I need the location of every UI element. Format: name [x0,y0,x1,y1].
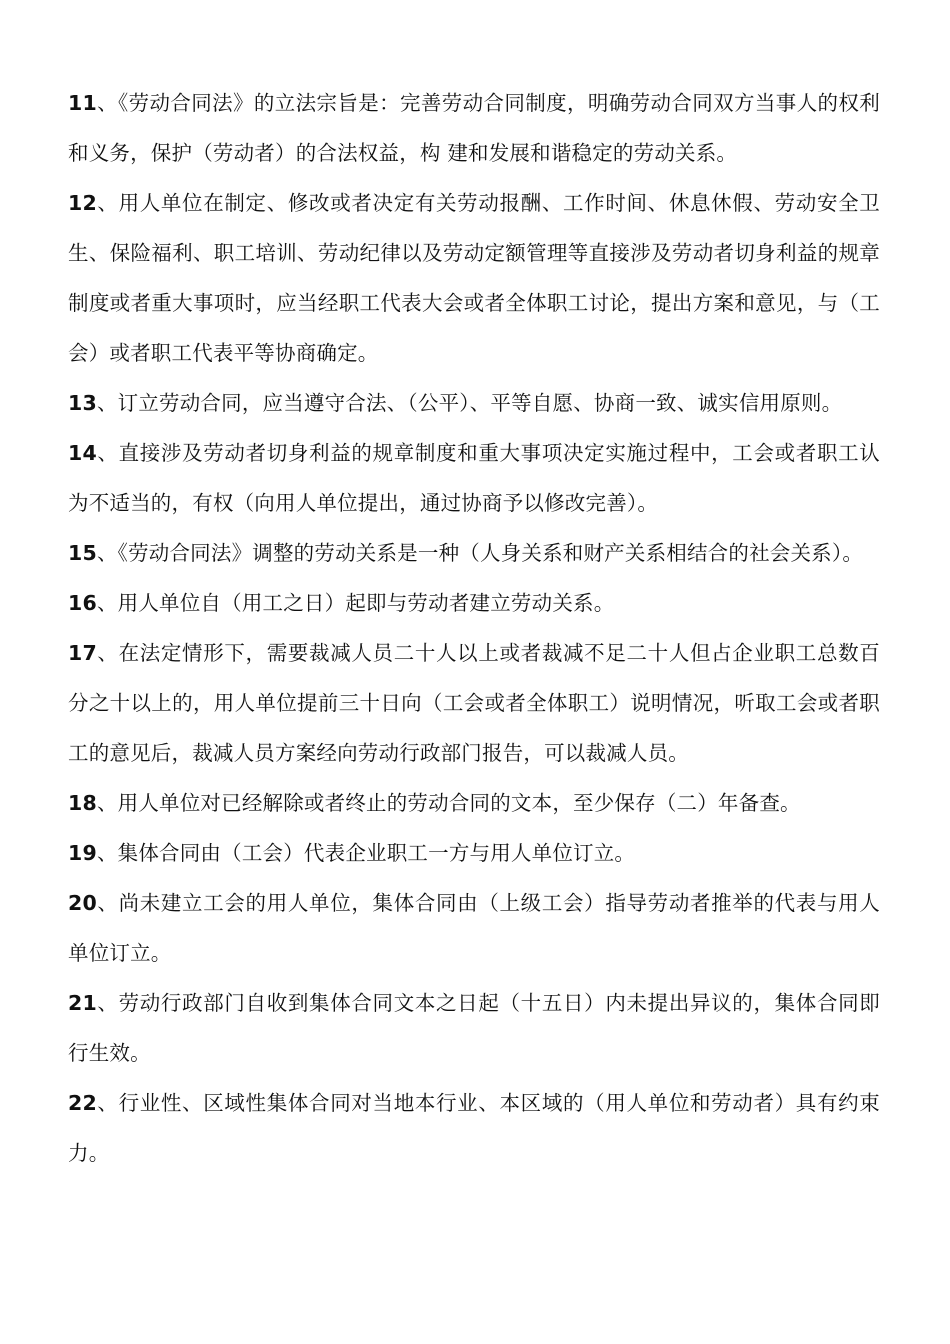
list-item [68,978,880,1078]
item-text: 、用人单位对已经解除或者终止的劳动合同的文本，至少保存（二）年备查。 [96,791,801,815]
item-text: 、《劳动合同法》调整的劳动关系是一种（人身关系和财产关系相结合的社会关系）。 [96,541,864,565]
item-number: 12 [68,191,97,215]
item-text: 、在法定情形下，需要裁减人员二十人以上或者裁减不足二十人但占企业职工总数百分之十以上的，用人单位提前三十日向（工会或者全体职工）说明情况，听取工会或者职工的意见后，裁减人员方案经向劳动行政部门报告，可以裁减人员。 [68,641,880,765]
item-text: 、用人单位自（用工之日）起即与劳动者建立劳动关系。 [96,591,615,615]
item-text: 、直接涉及劳动者切身利益的规章制度和重大事项决定实施过程中，工会或者职工认为不适当的，有权（向用人单位提出，通过协商予以修改完善）。 [68,441,880,515]
item-number: 18 [68,791,97,815]
item-number: 13 [68,391,97,415]
item-number: 11 [68,91,97,115]
item-number: 22 [68,1091,97,1115]
item-text: 、行业性、区域性集体合同对当地本行业、本区域的（用人单位和劳动者）具有约束力。 [68,1091,880,1165]
item-text: 、订立劳动合同，应当遵守合法、（公平）、平等自愿、协商一致、诚实信用原则。 [96,391,843,415]
item-number: 20 [68,891,97,915]
list-item [68,178,880,378]
item-text: 、劳动行政部门自收到集体合同文本之日起（十五日）内未提出异议的，集体合同即行生效。 [68,991,880,1065]
item-number: 19 [68,841,97,865]
item-number: 14 [68,441,97,465]
list-item [68,428,880,528]
item-text: 、用人单位在制定、修改或者决定有关劳动报酬、工作时间、休息休假、劳动安全卫生、保险福利、职工培训、劳动纪律以及劳动定额管理等直接涉及劳动者切身利益的规章制度或者重大事项时，应当经职工代表大会或者全体职工讨论，提出方案和意见，与（工会）或者职工代表平等协商确定。 [68,191,880,365]
list-item [68,378,880,428]
item-number: 15 [68,541,97,565]
item-number: 21 [68,991,97,1015]
list-item [68,528,880,578]
document-body [68,78,880,1178]
item-number: 16 [68,591,97,615]
list-item [68,778,880,828]
list-item [68,828,880,878]
item-text: 、尚未建立工会的用人单位，集体合同由（上级工会）指导劳动者推举的代表与用人单位订立。 [68,891,880,965]
item-number: 17 [68,641,97,665]
item-text: 、《劳动合同法》的立法宗旨是：完善劳动合同制度，明确劳动合同双方当事人的权利和义务，保护（劳动者）的合法权益，构 建和发展和谐稳定的劳动关系。 [68,91,880,165]
list-item [68,878,880,978]
list-item [68,1078,880,1178]
item-text: 、集体合同由（工会）代表企业职工一方与用人单位订立。 [96,841,636,865]
list-item [68,578,880,628]
list-item [68,78,880,178]
list-item [68,628,880,778]
